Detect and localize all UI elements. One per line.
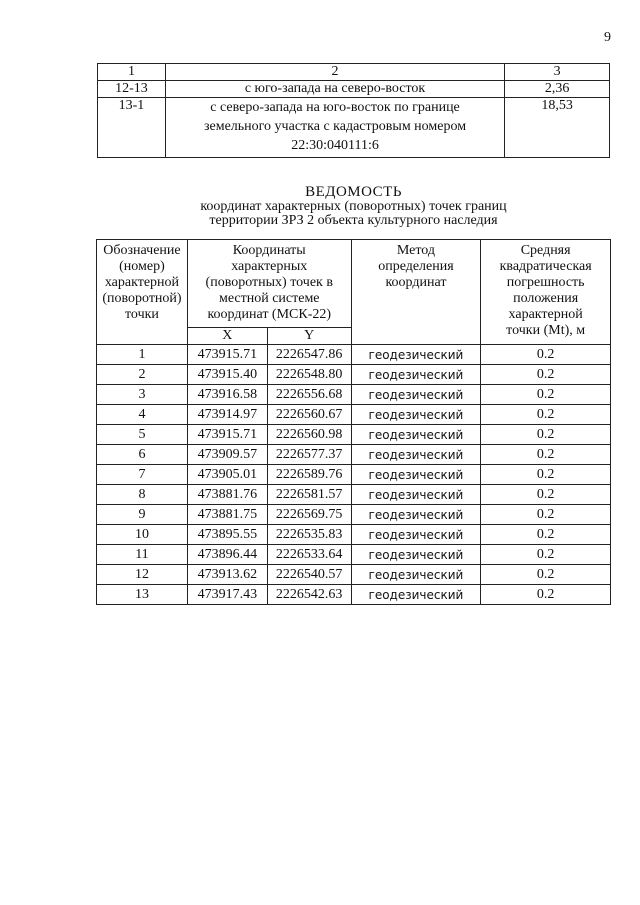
segments-header-row <box>98 64 610 81</box>
point-y: 2226556.68 <box>267 385 351 405</box>
point-number: 6 <box>97 445 188 465</box>
header-coordinates-line: местной системе <box>218 291 320 306</box>
header-error-line: точки (Mt), м <box>506 323 586 338</box>
header-x: X <box>187 328 267 345</box>
header-designation <box>97 240 188 345</box>
header-designation-line: характерной <box>104 275 180 290</box>
point-x: 473881.75 <box>187 505 267 525</box>
header-error-line: квадратическая <box>499 259 592 274</box>
document-subtitle-line-2: территории ЗРЗ 2 объекта культурного наследия <box>209 213 498 228</box>
table-row <box>97 425 611 445</box>
coordinates-table <box>96 239 611 605</box>
point-error: 0.2 <box>481 345 611 365</box>
point-number: 12 <box>97 565 188 585</box>
point-y: 2226542.63 <box>267 585 351 605</box>
point-method: геодезический <box>351 365 481 385</box>
point-y: 2226547.86 <box>267 345 351 365</box>
point-x: 473913.62 <box>187 565 267 585</box>
point-number: 9 <box>97 505 188 525</box>
header-error-line: характерной <box>508 307 583 322</box>
point-x: 473914.97 <box>187 405 267 425</box>
segment-direction: с юго-запада на северо-восток <box>165 81 504 98</box>
point-error: 0.2 <box>481 525 611 545</box>
header-error-line: Средняя <box>520 243 571 258</box>
segment-length: 2,36 <box>505 81 610 98</box>
point-x: 473905.01 <box>187 465 267 485</box>
page-number: 9 <box>604 30 611 45</box>
segments-header-1: 1 <box>98 64 166 81</box>
table-row <box>97 585 611 605</box>
point-method: геодезический <box>351 545 481 565</box>
segments-header-2: 2 <box>165 64 504 81</box>
point-error: 0.2 <box>481 485 611 505</box>
point-x: 473895.55 <box>187 525 267 545</box>
point-y: 2226533.64 <box>267 545 351 565</box>
segment-direction-line: 22:30:040111:6 <box>291 138 379 153</box>
point-x: 473915.71 <box>187 425 267 445</box>
point-method: геодезический <box>351 345 481 365</box>
table-row <box>97 365 611 385</box>
header-designation-line: точки <box>125 307 159 322</box>
segments-table <box>97 63 610 158</box>
point-error: 0.2 <box>481 505 611 525</box>
segment-direction-line: земельного участка с кадастровым номером <box>203 119 467 134</box>
point-error: 0.2 <box>481 565 611 585</box>
point-number: 1 <box>97 345 188 365</box>
point-x: 473916.58 <box>187 385 267 405</box>
header-coordinates-line: координат (МСК-22) <box>207 307 332 322</box>
header-coordinates-line: характерных <box>231 259 308 274</box>
point-error: 0.2 <box>481 385 611 405</box>
header-error-line: погрешность <box>506 275 585 290</box>
point-x: 473915.71 <box>187 345 267 365</box>
point-method: геодезический <box>351 405 481 425</box>
table-row <box>97 405 611 425</box>
header-method-line: Метод <box>396 243 436 258</box>
segment-id: 12-13 <box>98 81 166 98</box>
document-subtitle-line-1: координат характерных (поворотных) точек границ <box>200 199 507 214</box>
header-error-line: положения <box>513 291 579 306</box>
table-row <box>97 485 611 505</box>
point-error: 0.2 <box>481 545 611 565</box>
point-y: 2226560.98 <box>267 425 351 445</box>
header-coordinates-line: (поворотных) точек в <box>205 275 333 290</box>
point-method: геодезический <box>351 445 481 465</box>
point-method: геодезический <box>351 425 481 445</box>
table-row <box>97 345 611 365</box>
point-y: 2226560.67 <box>267 405 351 425</box>
point-error: 0.2 <box>481 425 611 445</box>
point-error: 0.2 <box>481 585 611 605</box>
table-row <box>97 385 611 405</box>
point-x: 473909.57 <box>187 445 267 465</box>
point-method: геодезический <box>351 525 481 545</box>
point-error: 0.2 <box>481 365 611 385</box>
segment-row <box>98 98 610 158</box>
table-row <box>97 465 611 485</box>
segment-direction-line: с северо-запада на юго-восток по границе <box>210 100 460 115</box>
point-method: геодезический <box>351 465 481 485</box>
header-coordinates <box>187 240 351 328</box>
point-x: 473917.43 <box>187 585 267 605</box>
header-method-line: координат <box>385 275 447 290</box>
point-y: 2226589.76 <box>267 465 351 485</box>
header-designation-line: (поворотной) <box>102 291 182 306</box>
document-title: ВЕДОМОСТЬ <box>305 184 402 200</box>
point-y: 2226548.80 <box>267 365 351 385</box>
header-method <box>351 240 481 345</box>
point-y: 2226540.57 <box>267 565 351 585</box>
point-number: 7 <box>97 465 188 485</box>
segment-id: 13-1 <box>98 98 166 158</box>
point-number: 3 <box>97 385 188 405</box>
header-y: Y <box>267 328 351 345</box>
point-method: геодезический <box>351 485 481 505</box>
table-row <box>97 565 611 585</box>
point-number: 4 <box>97 405 188 425</box>
table-row <box>97 545 611 565</box>
point-error: 0.2 <box>481 405 611 425</box>
header-designation-line: (номер) <box>119 259 165 274</box>
table-row <box>97 445 611 465</box>
point-number: 8 <box>97 485 188 505</box>
segment-row <box>98 81 610 98</box>
point-number: 2 <box>97 365 188 385</box>
point-x: 473881.76 <box>187 485 267 505</box>
point-number: 10 <box>97 525 188 545</box>
header-error <box>481 240 611 345</box>
point-y: 2226569.75 <box>267 505 351 525</box>
coordinates-header-row <box>97 240 611 328</box>
point-x: 473915.40 <box>187 365 267 385</box>
point-number: 13 <box>97 585 188 605</box>
table-row <box>97 525 611 545</box>
point-y: 2226581.57 <box>267 485 351 505</box>
segments-header-3: 3 <box>505 64 610 81</box>
point-y: 2226535.83 <box>267 525 351 545</box>
point-error: 0.2 <box>481 465 611 485</box>
point-number: 5 <box>97 425 188 445</box>
point-y: 2226577.37 <box>267 445 351 465</box>
point-method: геодезический <box>351 565 481 585</box>
segment-length: 18,53 <box>505 98 610 158</box>
point-method: геодезический <box>351 505 481 525</box>
point-x: 473896.44 <box>187 545 267 565</box>
point-method: геодезический <box>351 585 481 605</box>
point-number: 11 <box>97 545 188 565</box>
point-error: 0.2 <box>481 445 611 465</box>
header-method-line: определения <box>378 259 454 274</box>
point-method: геодезический <box>351 385 481 405</box>
table-row <box>97 505 611 525</box>
header-coordinates-line: Координаты <box>232 243 306 258</box>
segment-direction <box>165 98 504 158</box>
header-designation-line: Обозначение <box>103 243 181 258</box>
